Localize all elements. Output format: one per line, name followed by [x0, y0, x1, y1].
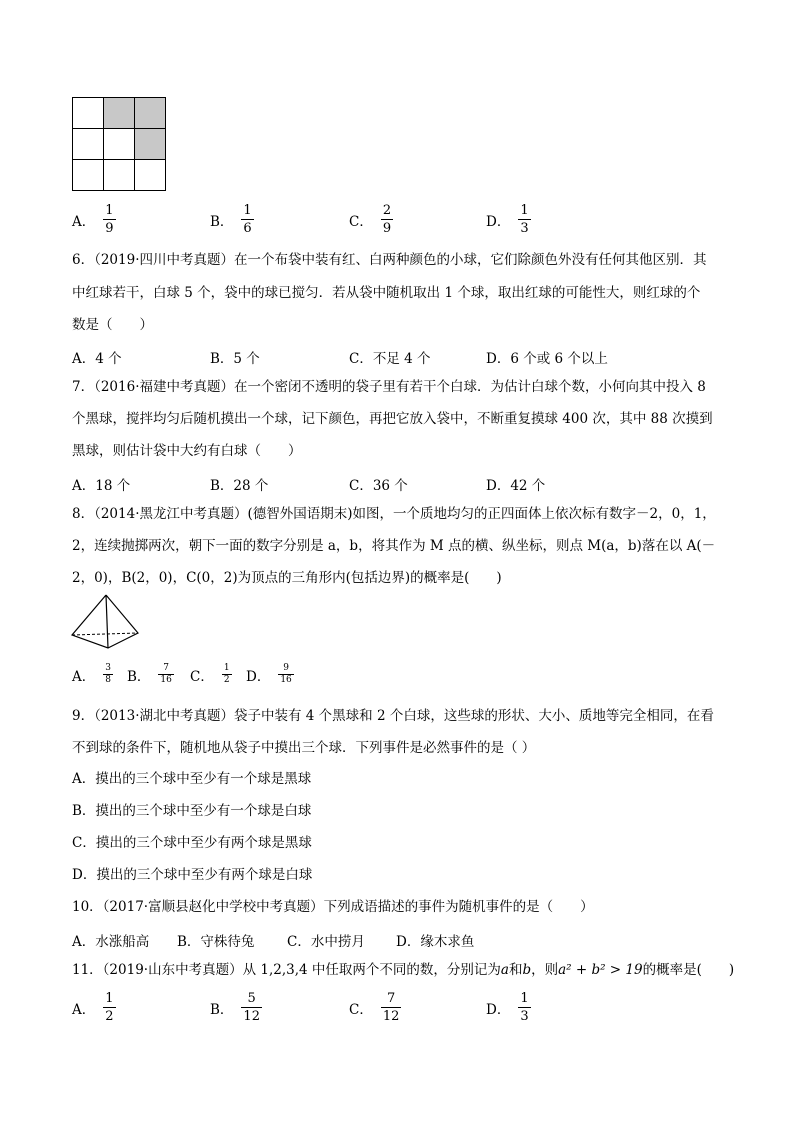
q7-stem-line: 7．（2016·福建中考真题）在一个密闭不透明的袋子里有若干个白球．为估计白球个数，小何向其中投入 8: [72, 379, 706, 395]
denominator: 16: [160, 675, 172, 685]
variable-b: b: [522, 962, 532, 978]
grid-cell: [73, 98, 104, 129]
q11-option-d[interactable]: [486, 992, 531, 1023]
q11-stem-text-end: 的概率是( ): [642, 962, 735, 978]
option-label: C．: [190, 668, 214, 685]
q7-stem-line: 个黑球，搅拌均匀后随机摸出一个球，记下颜色，再把它放入袋中，不断重复摸球 400 次，其中 88 次摸到: [72, 411, 713, 427]
fraction: [103, 992, 115, 1023]
q8-stem-line: 2，连续抛掷两次，朝下一面的数字分别是 a，b，将其作为 M 点的横、纵坐标，则点 M(a，b)落在以 A(－: [72, 538, 716, 554]
grid-cell: [135, 160, 166, 191]
grid-cell: [104, 160, 135, 191]
shaded-grid-figure: [72, 97, 166, 191]
q9-option-d[interactable]: D．摸出的三个球中至少有两个球是白球: [72, 867, 313, 883]
grid-cell: [73, 129, 104, 160]
numerator: 5: [247, 991, 256, 1006]
fraction: [278, 664, 293, 685]
q9-stem-line: 9．（2013·湖北中考真题）袋子中装有 4 个黑球和 2 个白球，这些球的形状、大小、质地等完全相同，在看: [72, 708, 714, 724]
q11-stem-text: 11．（2019·山东中考真题）从 1,2,3,4 中任取两个不同的数，分别记为: [72, 962, 501, 978]
grid-cell-shaded: [104, 98, 135, 129]
q10-option-a[interactable]: A．水涨船高: [72, 934, 150, 950]
grid-cell: [104, 129, 135, 160]
fraction: [381, 992, 402, 1023]
numerator: 3: [105, 663, 111, 673]
denominator: 2: [105, 1009, 114, 1024]
numerator: 1: [520, 203, 529, 218]
grid-cell-shaded: [135, 98, 166, 129]
denominator: 16: [280, 675, 292, 685]
q7-option-c[interactable]: C．36 个: [349, 478, 408, 494]
q5-option-c[interactable]: [349, 204, 393, 235]
option-label: A．: [72, 668, 96, 685]
q10-option-b[interactable]: B．守株待兔: [177, 934, 255, 950]
numerator: 2: [382, 203, 392, 218]
fraction: [518, 992, 530, 1023]
q6-stem-line: 数是（ ）: [72, 317, 153, 333]
fraction: [158, 664, 173, 685]
variable-a: a: [500, 962, 509, 978]
q5-option-b[interactable]: [210, 204, 254, 235]
q10-option-d[interactable]: D．缘木求鱼: [396, 934, 475, 950]
denominator: 9: [382, 221, 392, 236]
q9-option-b[interactable]: B．摸出的三个球中至少有一个球是白球: [72, 803, 312, 819]
denominator: 3: [520, 221, 529, 236]
denominator: 6: [243, 221, 252, 236]
q5-option-d[interactable]: [486, 204, 531, 235]
inequality-expression: a² + b² > 19: [558, 962, 643, 978]
q11-stem-line: [72, 961, 734, 979]
q6-option-c[interactable]: C．不足 4 个: [349, 351, 431, 367]
option-label: D．: [246, 668, 271, 685]
q7-stem-line: 黑球，则估计袋中大约有白球（ ）: [72, 443, 302, 459]
numerator: 1: [105, 203, 114, 218]
q6-option-b[interactable]: B．5 个: [210, 351, 260, 367]
option-label: B．: [210, 1001, 234, 1018]
q7-option-b[interactable]: B．28 个: [210, 478, 269, 494]
numerator: 9: [283, 663, 289, 673]
q9-option-c[interactable]: C．摸出的三个球中至少有两个球是黑球: [72, 835, 312, 851]
q11-option-c[interactable]: [349, 992, 401, 1023]
q11-and-text: 和: [508, 962, 523, 978]
q5-option-a[interactable]: [72, 204, 116, 235]
q11-condition-text: ，则: [531, 962, 559, 978]
tetrahedron-figure: [70, 593, 142, 651]
q6-stem-line: 6．（2019·四川中考真题）在一个布袋中装有红、白两种颜色的小球，它们除颜色外没有任何其他区别．其: [72, 252, 707, 268]
q8-stem-line: 2，0)，B(2，0)，C(0，2)为顶点的三角形内(包括边界)的概率是( ): [72, 570, 502, 586]
numerator: 1: [223, 663, 230, 673]
q9-option-a[interactable]: A．摸出的三个球中至少有一个球是黑球: [72, 771, 312, 787]
option-label: D．: [486, 1001, 511, 1018]
q6-stem-line: 中红球若干，白球 5 个，袋中的球已搅匀．若从袋中随机取出 1 个球，取出红球的可能性大，则红球的个: [72, 285, 701, 301]
denominator: 9: [105, 221, 114, 236]
fraction: [241, 204, 253, 235]
q6-option-d[interactable]: D．6 个或 6 个以上: [486, 351, 608, 367]
q8-option-c[interactable]: [190, 664, 232, 685]
q8-option-d[interactable]: [246, 664, 294, 685]
numerator: 1: [105, 991, 114, 1006]
denominator: 8: [105, 675, 111, 685]
q8-option-b[interactable]: [127, 664, 174, 685]
fraction: [241, 992, 262, 1023]
q7-option-a[interactable]: A．18 个: [72, 478, 131, 494]
grid-cell-shaded: [135, 129, 166, 160]
option-label: A．: [72, 1001, 96, 1018]
denominator: 12: [243, 1009, 260, 1024]
option-label: B．: [127, 668, 151, 685]
option-label: D．: [486, 213, 511, 230]
fraction: [381, 204, 393, 235]
denominator: 2: [223, 675, 230, 685]
option-label: B．: [210, 213, 234, 230]
q9-stem-line: 不到球的条件下，随机地从袋子中摸出三个球．下列事件是必然事件的是（ ）: [72, 740, 536, 756]
q10-stem-line: 10．（2017·富顺县赵化中学校中考真题）下列成语描述的事件为随机事件的是（ ）: [72, 899, 594, 915]
option-label: C．: [349, 213, 373, 230]
numerator: 7: [163, 663, 170, 673]
q7-option-d[interactable]: D．42 个: [486, 478, 546, 494]
option-label: A．: [72, 213, 96, 230]
grid-cell: [73, 160, 104, 191]
fraction: [103, 204, 115, 235]
numerator: 1: [243, 203, 252, 218]
q8-option-a[interactable]: [72, 664, 113, 685]
q8-stem-line: 8．（2014·黑龙江中考真题）(德智外国语期末)如图，一个质地均匀的正四面体上依次标有数字－2，0，1，: [72, 506, 716, 522]
numerator: 7: [386, 991, 396, 1006]
fraction: [103, 664, 113, 685]
denominator: 3: [520, 1009, 529, 1024]
q11-option-b[interactable]: [210, 992, 262, 1023]
q11-option-a[interactable]: [72, 992, 116, 1023]
numerator: 1: [520, 991, 529, 1006]
fraction: [222, 664, 232, 685]
option-label: C．: [349, 1001, 373, 1018]
denominator: 12: [382, 1009, 400, 1024]
q6-option-a[interactable]: A．4 个: [72, 351, 122, 367]
fraction: [518, 204, 530, 235]
q10-option-c[interactable]: C．水中捞月: [287, 934, 365, 950]
